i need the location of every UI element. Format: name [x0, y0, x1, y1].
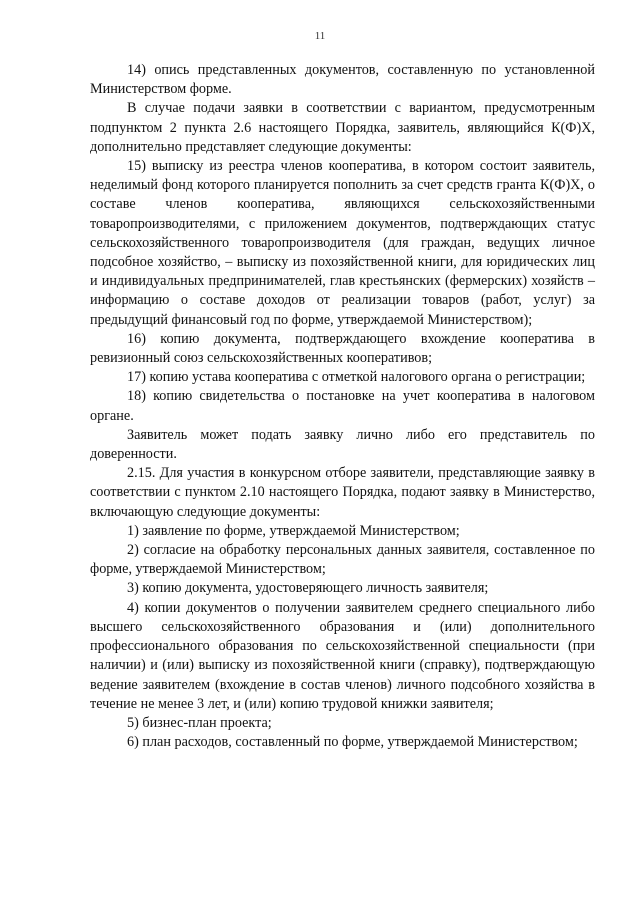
paragraph-item-17: 17) копию устава кооператива с отметкой налогового органа о регистрации; — [127, 369, 586, 386]
paragraph-item-2: 2) согласие на обработку персональных данных заявителя, составленное по форме, утверждаемой Министерством; — [90, 542, 595, 578]
paragraph-kfh-variant-intro: В случае подачи заявки в соответствии с вариантом, предусмотренным подпунктом 2 пункта 2.6 настоящего Порядка, заявитель, являющийся К(Ф)Х, дополнительно представляет следующие документы: — [90, 100, 595, 155]
paragraph-representative: Заявитель может подать заявку лично либо его представитель по доверенности. — [90, 426, 595, 463]
paragraph-item-15: 15) выписку из реестра членов кооператива, в котором состоит заявитель, неделимый фонд которого планируется пополнить за счет средств гранта К(Ф)Х, о составе членов кооператива, являющихся сельскохозяйственными товаропроизводителями, с приложением документов, подтверждающих статус сельскохозяйственного товаропроизводителя (для граждан, ведущих личное подсобное хозяйство, – выписку из похозяйственной книги, для юридических лиц и индивидуальных предпринимателей, глав крестьянских (фермерских) хозяйств – информацию о составе доходов от реализации товаров (работ, услуг) за предыдущий финансовый год по форме, утверждаемой Министерством); — [90, 158, 595, 328]
page-number: 11 — [314, 30, 326, 42]
paragraph-section-2-15: 2.15. Для участия в конкурсном отборе заявители, представляющие заявку в соответствии с пунктом 2.10 настоящего Порядка, подают заявку в Министерство, включающую следующие документы: — [90, 465, 595, 520]
paragraph-item-6: 6) план расходов, составленный по форме, утверждаемой Министерством; — [127, 734, 578, 751]
paragraph-item-4: 4) копии документов о получении заявителем среднего специального либо высшего сельскохозяйственного образования и (или) дополнительного профессионального образования по сельскохозяйственной специальности (при наличии) и (или) выписку из похозяйственной книги (справку), подтверждающую ведение заявителем (вхождение в состав членов) личного подсобного хозяйства в течение не менее 3 лет, и (или) копию трудовой книжки заявителя; — [90, 599, 595, 712]
document-body — [90, 61, 595, 752]
paragraph-item-18: 18) копию свидетельства о постановке на учет кооператива в налоговом органе. — [90, 388, 595, 424]
paragraph-item-16: 16) копию документа, подтверждающего вхождение кооператива в ревизионный союз сельскохозяйственных кооперативов; — [90, 330, 595, 367]
paragraph-item-3: 3) копию документа, удостоверяющего личность заявителя; — [127, 580, 489, 597]
paragraph-item-5: 5) бизнес-план проекта; — [127, 714, 272, 731]
paragraph-item-1: 1) заявление по форме, утверждаемой Министерством; — [127, 522, 460, 539]
paragraph-item-14: 14) опись представленных документов, составленную по установленной Министерством форме. — [90, 62, 595, 98]
